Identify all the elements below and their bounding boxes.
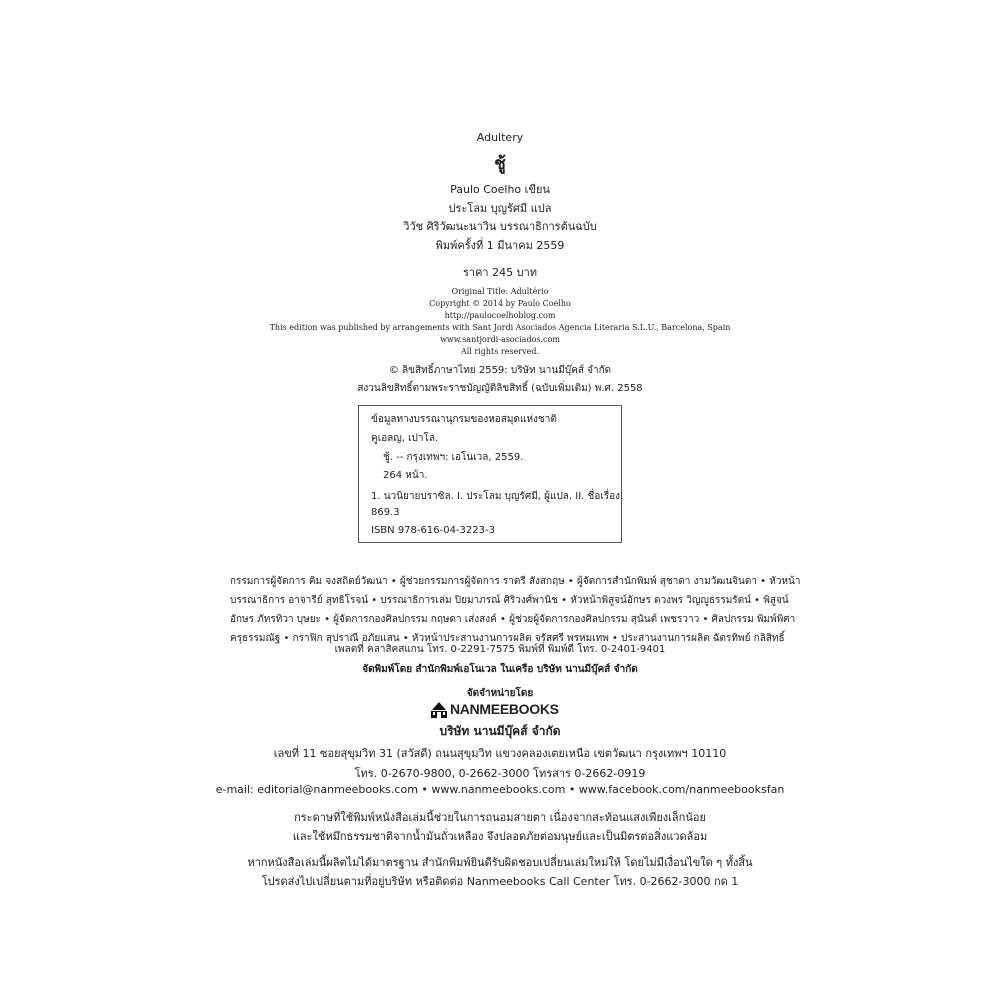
cip-author: คูเอลญ, เปาโล. xyxy=(371,433,439,444)
cip-classification: 869.3 xyxy=(371,507,400,518)
nanmeebooks-logo xyxy=(430,700,570,720)
credits-line: อักษร ภัทรทิวา บุษยะ • ผู้จัดการกองศิลปกรรม กฤษดา เส่งสงค์ • ผู้ช่วยผู้จัดการกองศิลปกรรม สุนันต์ เพชรวาว • ศิลปกรรม พิมพ์พิศา xyxy=(230,614,796,625)
published-by-line: จัดพิมพ์โดย สำนักพิมพ์เอโนเวล ในเครือ บริษัท นานมีบุ๊คส์ จำกัด xyxy=(362,664,638,675)
credits-line: ครุธรรมณัฐ • กราฟิก สุปราณี อภัยแสน • หัวหน้าประสานงานการผลิต จรัสศรี พรหมเทพ • ประสานงานการผลิต ฉัตรทิพย์ กลิสิทธิ์ xyxy=(230,633,785,644)
original-title-line: Original Title: Adultério xyxy=(451,287,549,296)
original-title: Adultery xyxy=(476,131,524,144)
distributor-label: จัดจำหน่ายโดย xyxy=(466,688,534,699)
thai-law-line: สงวนลิขสิทธิ์ตามพระราชบัญญัติลิขสิทธิ์ (ฉบับเพิ่มเติม) พ.ศ. 2558 xyxy=(357,383,643,394)
thai-copyright: © ลิขสิทธิ์ภาษาไทย 2559: บริษัท นานมีบุ๊คส์ จำกัด xyxy=(388,365,612,376)
distributor-phone: โทร. 0-2670-9800, 0-2662-3000 โทรสาร 0-2662-0919 xyxy=(354,767,646,780)
distributor-company: บริษัท นานมีบุ๊คส์ จำกัด xyxy=(439,724,561,738)
agency-site: www.santjordi-asociados.com xyxy=(440,335,560,344)
rights-reserved: All rights reserved. xyxy=(460,347,540,356)
author-line: Paulo Coelho เขียน xyxy=(450,183,550,196)
cip-isbn: ISBN 978-616-04-3223-3 xyxy=(371,525,495,536)
editor-line: วิวัช ศิริวัฒนะนาวิน บรรณาธิการต้นฉบับ xyxy=(403,220,597,233)
thai-title: ชู้ xyxy=(494,154,506,174)
credits-line: กรรมการผู้จัดการ คิม จงสถิตย์วัฒนา • ผู้ช่วยกรรมการผู้จัดการ ราตรี สังสกฤษ • ผู้จัดการสำนักพิมพ์ สุชาดา งามวัฒนจินดา • หัวหน้า xyxy=(230,576,801,587)
cip-heading: ข้อมูลทางบรรณานุกรมของหอสมุดแห่งชาติ xyxy=(371,414,557,425)
paper-note-line: กระดาษที่ใช้พิมพ์หนังสือเล่มนี้ช่วยในการถนอมสายตา เนื่องจากสะท้อนแสงเพียงเล็กน้อย xyxy=(294,811,706,824)
distributor-contacts: e-mail: editorial@nanmeebooks.com • www.nanmeebooks.com • www.facebook.com/nanmeebooksfan xyxy=(215,783,785,796)
translator-line: ประโลม บุญรัศมี แปล xyxy=(448,202,552,215)
defect-note-line: หากหนังสือเล่มนี้ผลิตไม่ได้มาตรฐาน สำนักพิมพ์ยินดีรับผิดชอบเปลี่ยนเล่มใหม่ให้ โดยไม่มีเงื่อนไขใด ๆ ทั้งสิ้น xyxy=(247,856,753,869)
price-line: ราคา 245 บาท xyxy=(462,266,538,279)
paper-note-line: และใช้หมึกธรรมชาติจากน้ำมันถั่วเหลือง จึงปลอดภัยต่อมนุษย์และเป็นมิตรต่อสิ่งแวดล้อม xyxy=(292,830,708,843)
cip-box xyxy=(358,405,622,543)
cip-pages: 264 หน้า. xyxy=(383,470,428,481)
staff-credits xyxy=(230,572,801,648)
blog-url: http://paulocoelhoblog.com xyxy=(444,311,556,320)
nanmeebooks-logo-icon xyxy=(430,701,448,719)
copyright-line: Copyright © 2014 by Paulo Coelho xyxy=(429,299,571,308)
cip-subjects: 1. นวนิยายบราซิล. I. ประโลม บุญรัศมี, ผู้แปล. II. ชื่อเรื่อง. xyxy=(371,491,624,502)
print-line: พิมพ์ครั้งที่ 1 มีนาคม 2559 xyxy=(435,239,565,252)
credits-line: บรรณาธิการ อาจารีย์ สุทธิโรจน์ • บรรณาธิการเล่ม ปิยมาภรณ์ ศิริวงศ์พานิช • หัวหน้าพิสูจน์อักษร ดวงพร วิญญูธรรมรัตน์ • พิสูจน์ xyxy=(230,595,789,606)
plates-printer-line: เพลตที่ คลาสิคสแกน โทร. 0-2291-7575 พิมพ์ที่ พิมพ์ดี โทร. 0-2401-9401 xyxy=(334,644,666,655)
edition-note: This edition was published by arrangements with Sant Jordi Asociados Agencia Literaria S.L.U., Barcelona, Spain xyxy=(269,323,731,332)
defect-note-line: โปรดส่งไปเปลี่ยนตามที่อยู่บริษัท หรือติดต่อ Nanmeebooks Call Center โทร. 0-2662-3000 กด 1 xyxy=(261,875,739,888)
logo-wordmark: NANMEEBOOKS xyxy=(450,701,559,717)
cip-title: ชู้. -- กรุงเทพฯ: เอโนเวล, 2559. xyxy=(383,452,524,463)
distributor-address: เลขที่ 11 ซอยสุขุมวิท 31 (สวัสดี) ถนนสุขุมวิท แขวงคลองเตยเหนือ เขตวัฒนา กรุงเทพฯ 10110 xyxy=(273,747,727,760)
